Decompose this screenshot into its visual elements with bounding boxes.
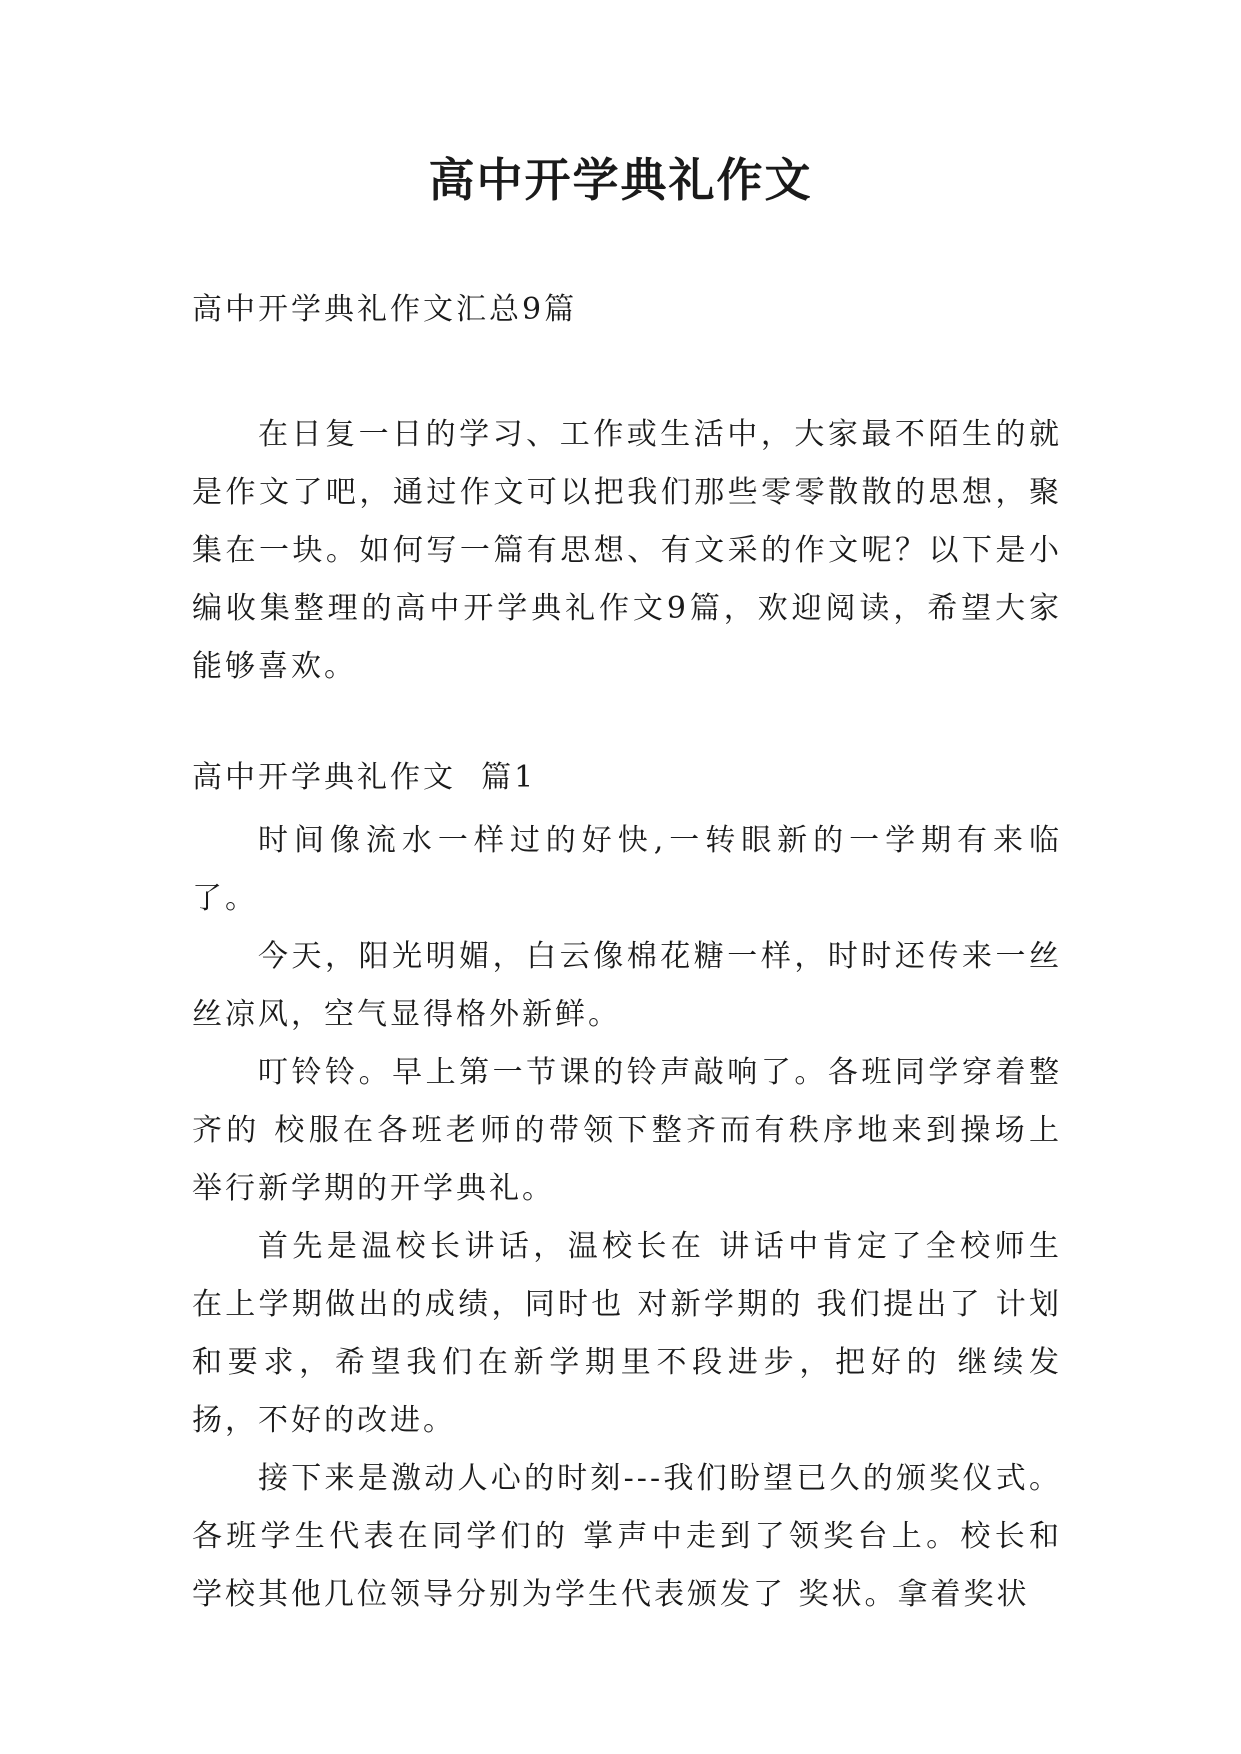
document-title: 高中开学典礼作文 (428, 153, 813, 207)
body-paragraph: 今天，阳光明媚，白云像棉花糖一样，时时还传来一丝丝凉风，空气显得格外新鲜。 (192, 939, 1062, 1032)
intro-paragraph: 在日复一日的学习、工作或生活中，大家最不陌生的就是作文了吧，通过作文可以把我们那些零零散散的思想，聚集在一块。如何写一篇有思想、有文采的作文呢？以下是小编收集整理的高中开学典礼作文9篇，欢迎阅读，希望大家能够喜欢。 (192, 417, 1062, 684)
section-heading: 高中开学典礼作文 篇1 (192, 760, 537, 795)
section-body (192, 812, 1062, 1624)
document-subtitle: 高中开学典礼作文汇总9篇 (192, 292, 578, 327)
body-paragraph: 首先是温校长讲话，温校长在 讲话中肯定了全校师生在上学期做出的成绩，同时也 对新学期的 我们提出了 计划和要求，希望我们在新学期里不段进步，把好的 继续发扬，不好的改进。 (192, 1229, 1062, 1438)
body-paragraph: 叮铃铃。早上第一节课的铃声敲响了。各班同学穿着整齐的 校服在各班老师的带领下整齐而有秩序地来到操场上举行新学期的开学典礼。 (192, 1055, 1062, 1206)
body-paragraph: 时间像流水一样过的好快,一转眼新的一学期有来临了。 (192, 823, 1062, 916)
body-paragraph: 接下来是激动人心的时刻---我们盼望已久的颁奖仪式。各班学生代表在同学们的 掌声中走到了领奖台上。校长和学校其他几位领导分别为学生代表颁发了 奖状。拿着奖状 (192, 1461, 1062, 1612)
